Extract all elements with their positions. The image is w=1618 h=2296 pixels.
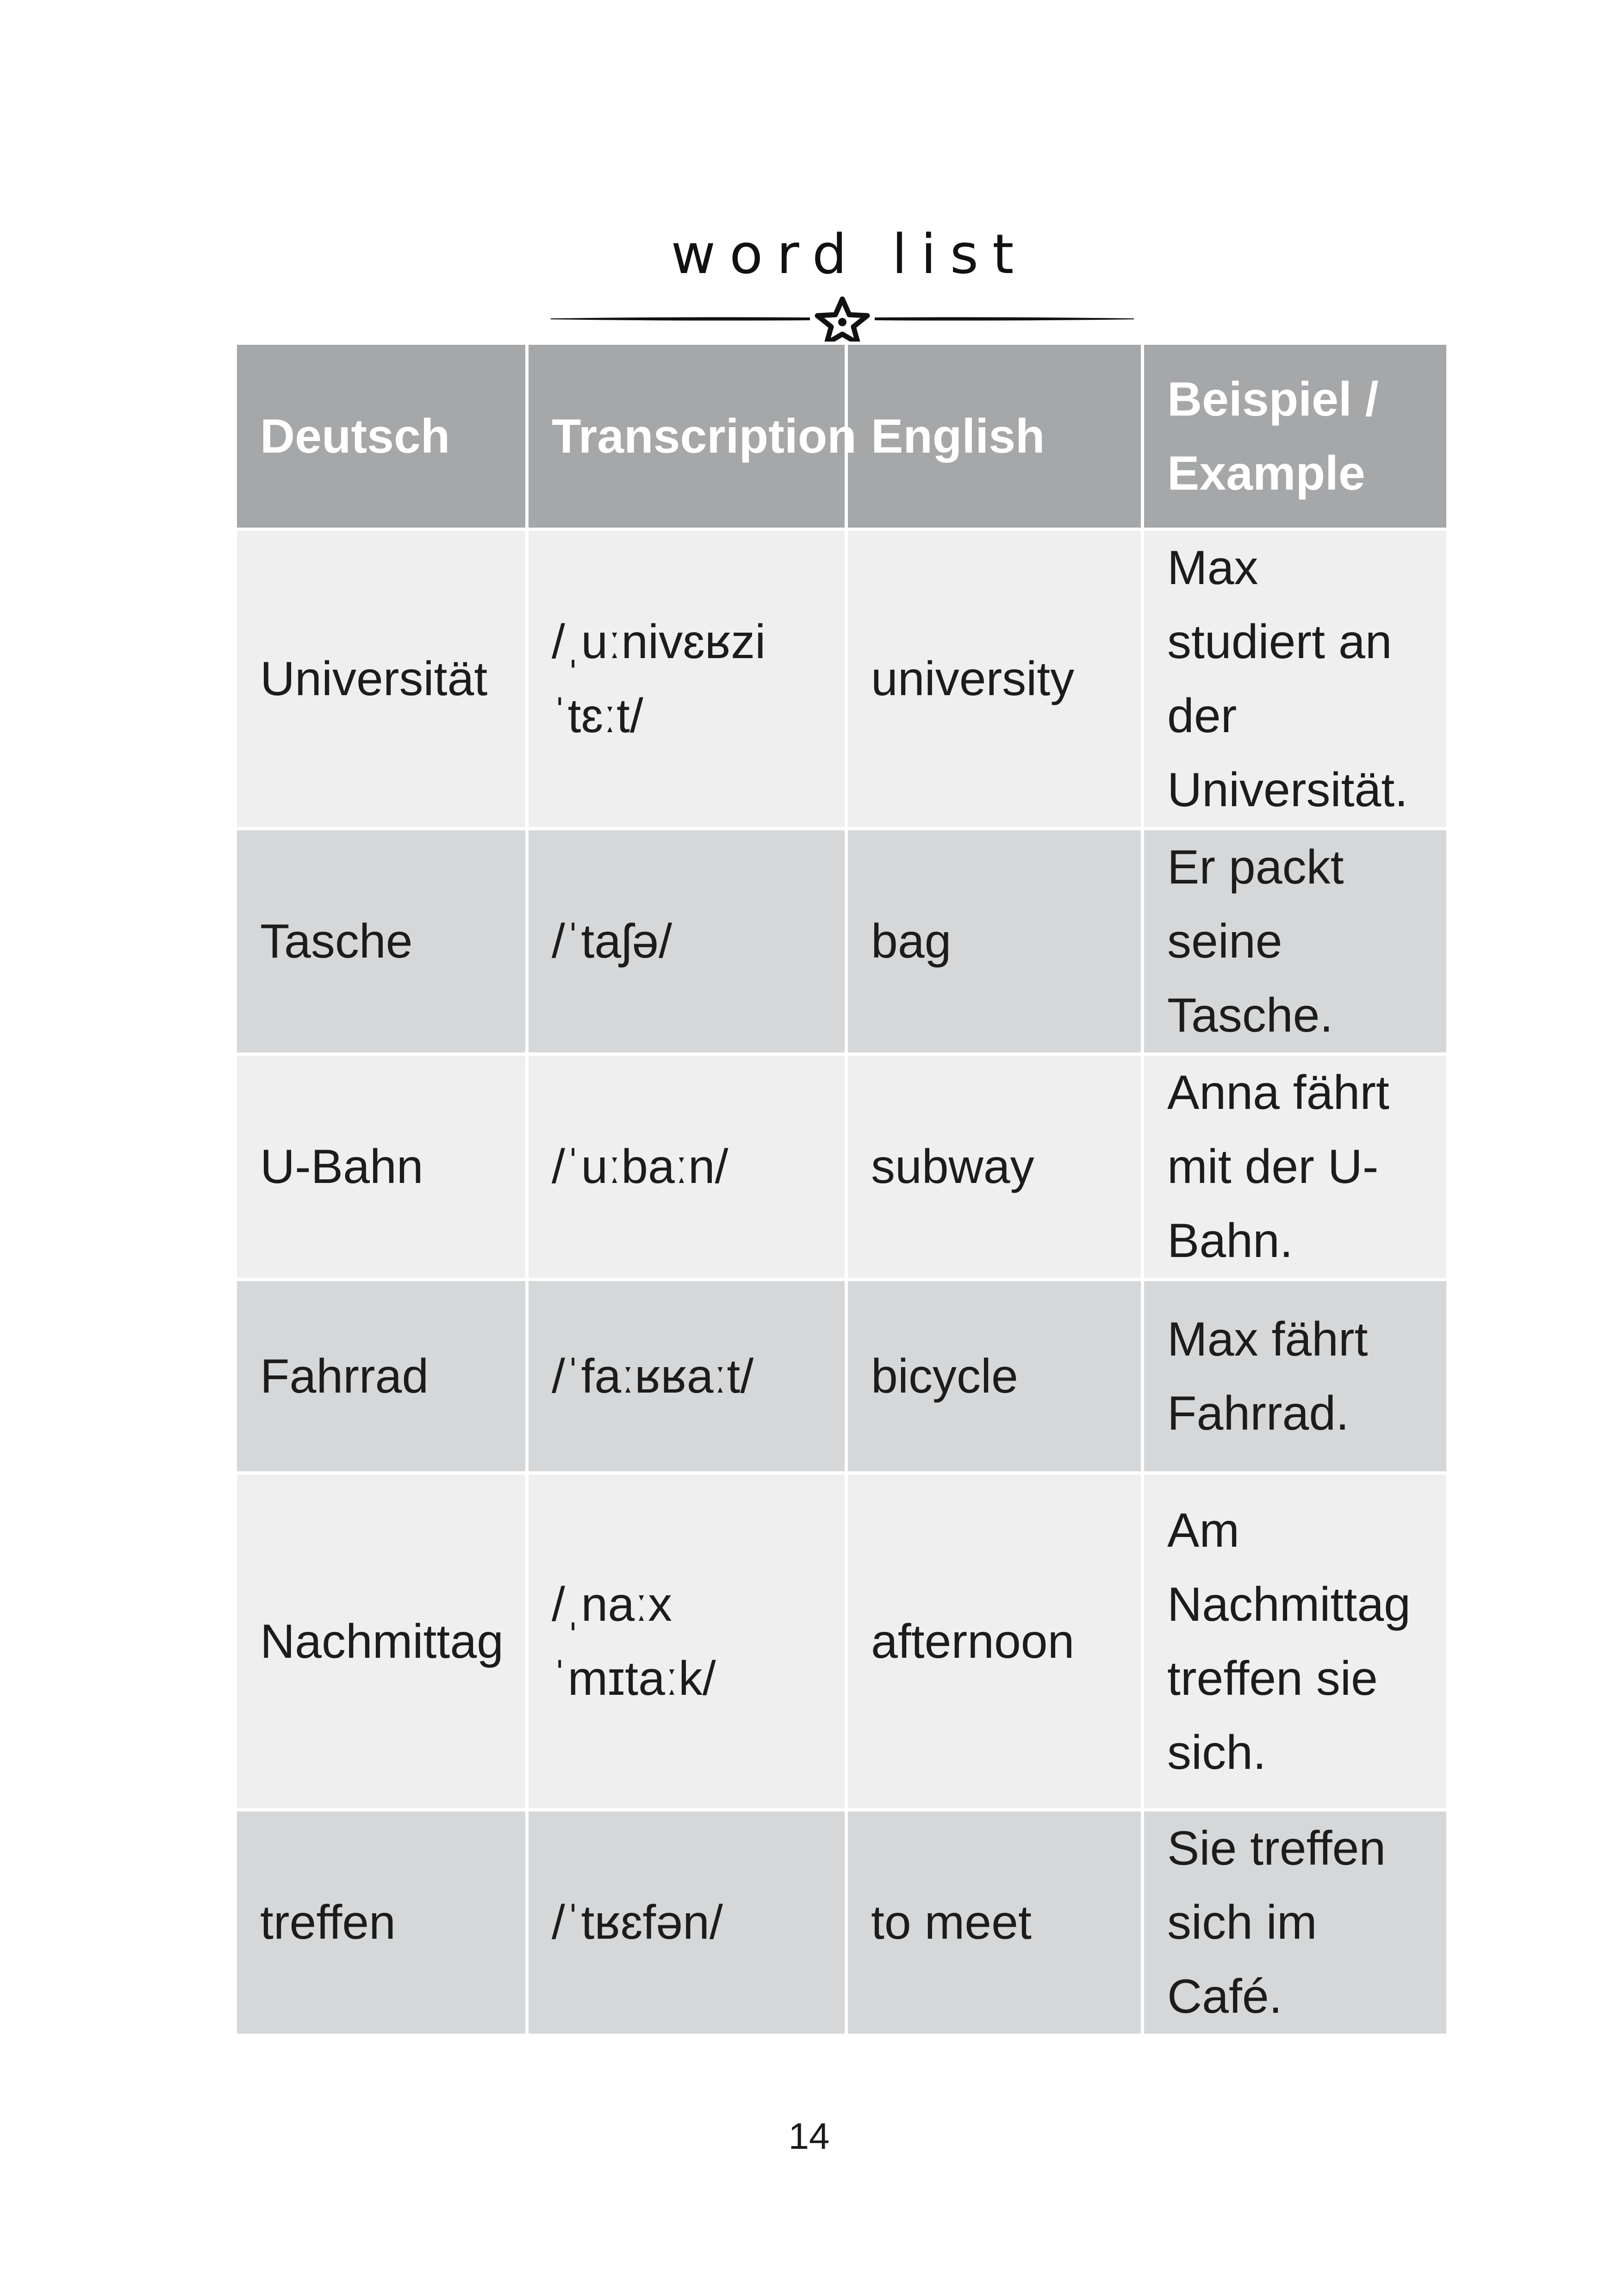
star-divider — [551, 296, 1134, 347]
cell-deutsch: Fahrrad — [236, 1280, 527, 1473]
page-number: 14 — [788, 2116, 830, 2157]
cell-example: Am Nachmittag treffen sie sich. — [1143, 1473, 1448, 1810]
cell-deutsch: treffen — [236, 1810, 527, 2035]
header-example: Beispiel / Example — [1143, 343, 1448, 529]
table-row — [236, 1280, 1448, 1473]
cell-english: subway — [846, 1054, 1143, 1280]
vocabulary-table — [234, 342, 1450, 2037]
header-deutsch: Deutsch — [236, 343, 527, 529]
table-row — [236, 529, 1448, 829]
cell-example: Max studiert an der Universität. — [1143, 529, 1448, 829]
table-row — [236, 1810, 1448, 2035]
cell-example: Max fährt Fahrrad. — [1143, 1280, 1448, 1473]
word-list-heading — [546, 222, 1139, 286]
cell-example: Er packt seine Tasche. — [1143, 829, 1448, 1054]
cell-english: afternoon — [846, 1473, 1143, 1810]
cell-example: Anna fährt mit der U-Bahn. — [1143, 1054, 1448, 1280]
cell-transcription: /ˈuːbaːn/ — [527, 1054, 846, 1280]
cell-english: university — [846, 529, 1143, 829]
header-english: English — [846, 343, 1143, 529]
page-title: word list — [671, 222, 1028, 286]
table-row — [236, 1054, 1448, 1280]
cell-deutsch: Tasche — [236, 829, 527, 1054]
divider-line-right — [875, 317, 1134, 320]
header-transcription: Transcription — [527, 343, 846, 529]
cell-english: bag — [846, 829, 1143, 1054]
cell-deutsch: Universität — [236, 529, 527, 829]
divider-line-left — [551, 317, 810, 320]
cell-transcription: /ˈfaːʁʁaːt/ — [527, 1280, 846, 1473]
cell-deutsch: U-Bahn — [236, 1054, 527, 1280]
cell-deutsch: Nachmittag — [236, 1473, 527, 1810]
cell-transcription: /ˌuːnivɛʁzi ˈtɛːt/ — [527, 529, 846, 829]
cell-transcription: /ˈtʁɛfən/ — [527, 1810, 846, 2035]
cell-transcription: /ˈtaʃə/ — [527, 829, 846, 1054]
star-center-dot — [838, 318, 846, 326]
cell-example: Sie treffen sich im Café. — [1143, 1810, 1448, 2035]
cell-english: bicycle — [846, 1280, 1143, 1473]
cell-english: to meet — [846, 1810, 1143, 2035]
table-row — [236, 829, 1448, 1054]
table-header-row — [236, 343, 1448, 529]
table-row — [236, 1473, 1448, 1810]
cell-transcription: /ˌnaːxˈmɪtaːk/ — [527, 1473, 846, 1810]
